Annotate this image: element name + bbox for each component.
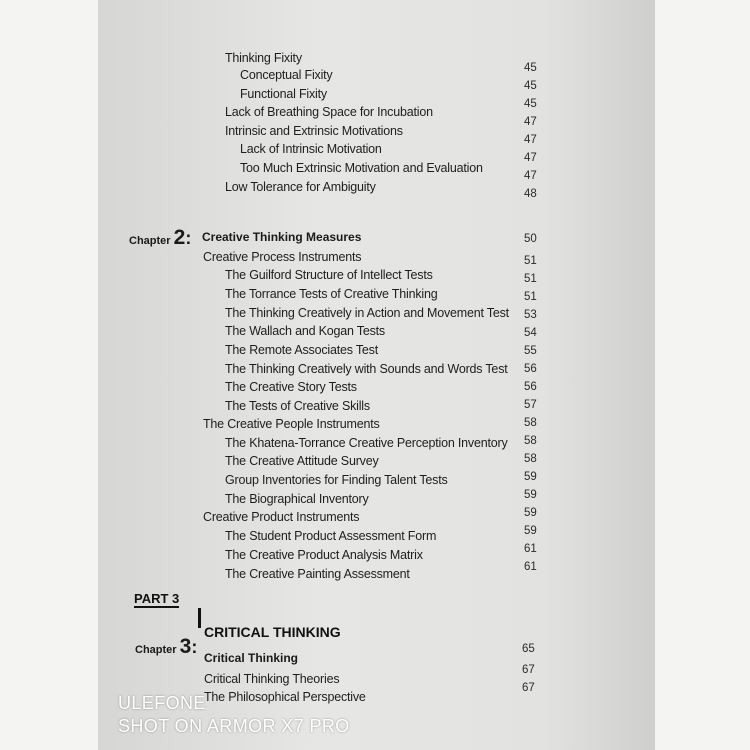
toc-page-number: 59 [524,471,537,483]
camera-model-watermark: SHOT ON ARMOR X7 PRO [118,716,350,736]
toc-page-number: 61 [524,561,537,573]
chapter-title: Critical Thinking [204,651,299,665]
chapter-number: 3 [179,635,192,658]
toc-entry: The Creative Product Analysis Matrix [225,548,423,562]
toc-page-number: 45 [524,98,537,110]
toc-page-number: 58 [524,453,537,465]
toc-entry: The Tests of Creative Skills [225,399,370,413]
toc-entry: The Khatena-Torrance Creative Perception Inventory [225,436,508,450]
toc-page-number: 53 [524,309,537,321]
toc-entry: Creative Product Instruments [203,510,360,524]
toc-page-number: 67 [522,664,535,676]
toc-entry: Creative Process Instruments [203,250,362,264]
toc-entry: The Creative Attitude Survey [225,454,379,468]
toc-entry: Functional Fixity [240,87,327,101]
toc-entry: The Torrance Tests of Creative Thinking [225,287,438,301]
book-page [98,0,655,750]
toc-entry: The Thinking Creatively with Sounds and Words Test [225,362,508,376]
toc-page-number: 59 [524,489,537,501]
chapter-label: Chapter 3: [135,635,198,658]
toc-page-number: 47 [524,170,537,182]
toc-page-number: 47 [524,134,537,146]
toc-entry: The Philosophical Perspective [204,690,366,704]
chapter-word: Chapter [135,644,177,656]
toc-page-number: 57 [524,399,537,411]
toc-entry: Lack of Breathing Space for Incubation [225,105,433,119]
toc-page-number: 45 [524,80,537,92]
part-label: PART 3 [134,591,180,606]
toc-entry: Intrinsic and Extrinsic Motivations [225,124,403,138]
toc-page-number: 51 [524,291,537,303]
toc-entry: The Biographical Inventory [225,492,369,506]
toc-entry: Group Inventories for Finding Talent Tests [225,473,448,487]
toc-entry: The Thinking Creatively in Action and Movement Test [225,306,509,320]
toc-entry: The Creative Story Tests [225,380,357,394]
toc-page-number: 59 [524,507,537,519]
toc-entry: Lack of Intrinsic Motivation [240,142,382,156]
toc-page-number: 50 [524,233,537,245]
toc-entry: Critical Thinking Theories [204,672,340,686]
toc-page-number: 58 [524,435,537,447]
toc-page-number: 51 [524,255,537,267]
toc-page-number: 51 [524,273,537,285]
background-right [655,0,750,750]
background-left [0,0,98,750]
toc-page-number: 61 [524,543,537,555]
toc-page-number: 56 [524,381,537,393]
toc-entry: The Creative People Instruments [203,417,380,431]
toc-page-number: 67 [522,682,535,694]
chapter-label: Chapter 2: [129,226,192,249]
chapter-word: Chapter [129,235,171,247]
toc-page-number: 55 [524,345,537,357]
toc-page-number: 45 [524,62,537,74]
toc-page-number: 47 [524,116,537,128]
toc-entry: The Remote Associates Test [225,343,378,357]
part-divider [198,608,201,628]
toc-entry: Too Much Extrinsic Motivation and Evaluation [240,161,483,175]
toc-page-number: 54 [524,327,537,339]
toc-page-number: 47 [524,152,537,164]
chapter-number: 2 [173,226,186,249]
camera-brand-watermark: ULEFONE [118,693,206,713]
toc-entry: Thinking Fixity [225,51,302,65]
toc-page-number: 65 [522,643,535,655]
toc-page-number: 48 [524,188,537,200]
toc-entry: The Wallach and Kogan Tests [225,324,385,338]
toc-entry: Conceptual Fixity [240,68,333,82]
chapter-title: Creative Thinking Measures [202,230,362,244]
toc-entry: The Creative Painting Assessment [225,567,410,581]
part-title: CRITICAL THINKING [204,624,341,640]
toc-entry: The Student Product Assessment Form [225,529,437,543]
toc-page-number: 56 [524,363,537,375]
toc-page-number: 58 [524,417,537,429]
toc-entry: The Guilford Structure of Intellect Tests [225,268,433,282]
toc-entry: Low Tolerance for Ambiguity [225,180,376,194]
toc-page-number: 59 [524,525,537,537]
